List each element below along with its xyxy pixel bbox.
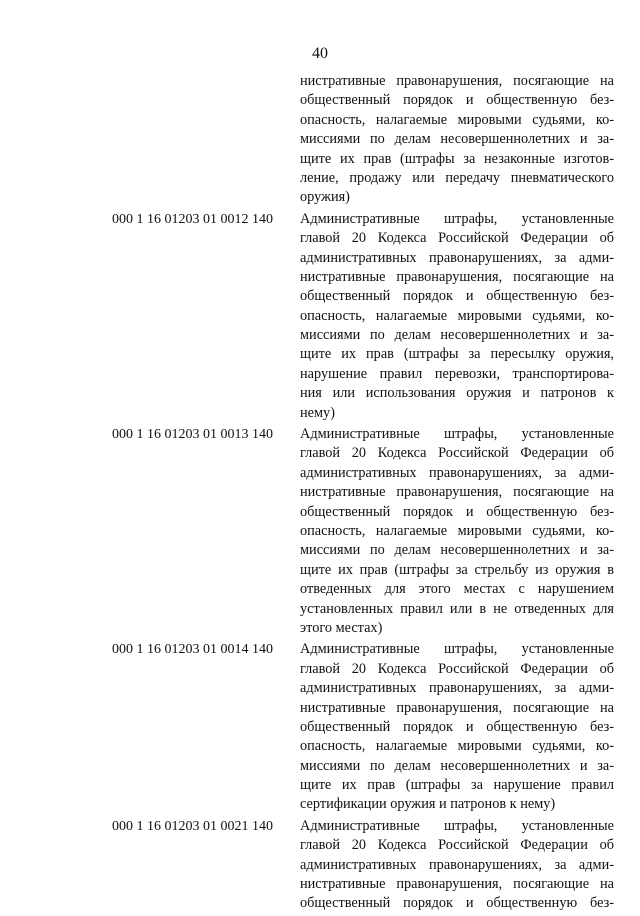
entry-text-line: щите их прав (штрафы за нарушение правил: [300, 777, 614, 794]
entry-text-line: опасность, налагаемые мировыми судьями, ко-: [300, 307, 614, 324]
entry-text-line: административных правонарушениях, за адми-: [300, 856, 614, 873]
entry-text-line: миссиями по делам несовершеннолетних и за-: [300, 542, 614, 559]
document-entry: [0, 72, 640, 208]
entry-text-line: нистративные правонарушения, посягающие на: [300, 876, 614, 893]
entry-text-line: административных правонарушениях, за адми-: [300, 464, 614, 481]
entry-text-line: ния или использования оружия и патронов к: [300, 385, 614, 402]
document-body: [0, 72, 640, 916]
entry-text-line: миссиями по делам несовершеннолетних и за-: [300, 131, 614, 148]
entry-code: 000 1 16 01203 01 0014 140: [112, 642, 273, 658]
entry-text-line: нарушение правил перевозки, транспортирова-: [300, 365, 614, 382]
entry-text-line: нистративные правонарушения, посягающие на: [300, 268, 614, 285]
entry-text-line: общественный порядок и общественную без-: [300, 503, 614, 520]
entry-text-line: общественный порядок и общественную без-: [300, 895, 614, 912]
entry-text-line: опасность, налагаемые мировыми судьями, ко-: [300, 738, 614, 755]
document-entry: [0, 210, 640, 423]
entry-text-line: нистративные правонарушения, посягающие на: [300, 484, 614, 501]
entry-text-line: сертификации оружия и патронов к нему): [300, 796, 556, 813]
entry-description: [300, 640, 614, 815]
entry-text-line: Административные штрафы, установленные: [300, 210, 614, 227]
document-entry: [0, 640, 640, 815]
entry-text-line: установленных правил или в не отведенных для: [300, 600, 614, 617]
entry-text-line: отведенных для этого местах с нарушением: [300, 581, 614, 598]
entry-text-line: нистративные правонарушения, посягающие на: [300, 73, 614, 89]
entry-text-line: этого местах): [300, 619, 383, 636]
entry-text-line: щите их прав (штрафы за стрельбу из оружия в: [300, 561, 614, 578]
entry-text-line: главой 20 Кодекса Российской Федерации об: [300, 230, 614, 247]
page-number: 40: [312, 45, 328, 62]
entry-text-line: опасность, налагаемые мировыми судьями, ко-: [300, 522, 614, 539]
entry-text-line: нему): [300, 404, 335, 421]
entry-text-line: административных правонарушениях, за адми-: [300, 249, 614, 266]
entry-text-line: Административные штрафы, установленные: [300, 426, 614, 443]
entry-text-line: опасность, налагаемые мировыми судьями, ко-: [300, 111, 614, 128]
entry-text-line: Административные штрафы, установленные: [300, 817, 614, 834]
entry-text-line: миссиями по делам несовершеннолетних и за-: [300, 327, 614, 344]
entry-description: [300, 817, 614, 914]
entry-description: [300, 72, 614, 208]
entry-description: [300, 210, 614, 423]
entry-text-line: главой 20 Кодекса Российской Федерации об: [300, 660, 614, 677]
document-entry: [0, 817, 640, 914]
entry-text-line: щите их прав (штрафы за пересылку оружия,: [300, 346, 614, 363]
entry-code: 000 1 16 01203 01 0012 140: [112, 211, 273, 227]
entry-text-line: нистративные правонарушения, посягающие на: [300, 699, 614, 716]
entry-text-line: общественный порядок и общественную без-: [300, 92, 614, 109]
entry-description: [300, 425, 614, 638]
entry-text-line: административных правонарушениях, за адми-: [300, 680, 614, 697]
entry-text-line: миссиями по делам несовершеннолетних и за-: [300, 757, 614, 774]
entry-code: 000 1 16 01203 01 0013 140: [112, 427, 273, 443]
entry-code: 000 1 16 01203 01 0021 140: [112, 818, 273, 834]
document-entry: [0, 425, 640, 638]
entry-text-line: оружия): [300, 189, 350, 206]
entry-text-line: щите их прав (штрафы за незаконные изготов-: [300, 150, 614, 167]
entry-text-line: главой 20 Кодекса Российской Федерации об: [300, 837, 614, 854]
entry-text-line: общественный порядок и общественную без-: [300, 718, 614, 735]
entry-text-line: главой 20 Кодекса Российской Федерации об: [300, 445, 614, 462]
entry-text-line: общественный порядок и общественную без-: [300, 288, 614, 305]
entry-text-line: ление, продажу или передачу пневматического: [300, 169, 614, 186]
entry-text-line: Административные штрафы, установленные: [300, 641, 614, 658]
